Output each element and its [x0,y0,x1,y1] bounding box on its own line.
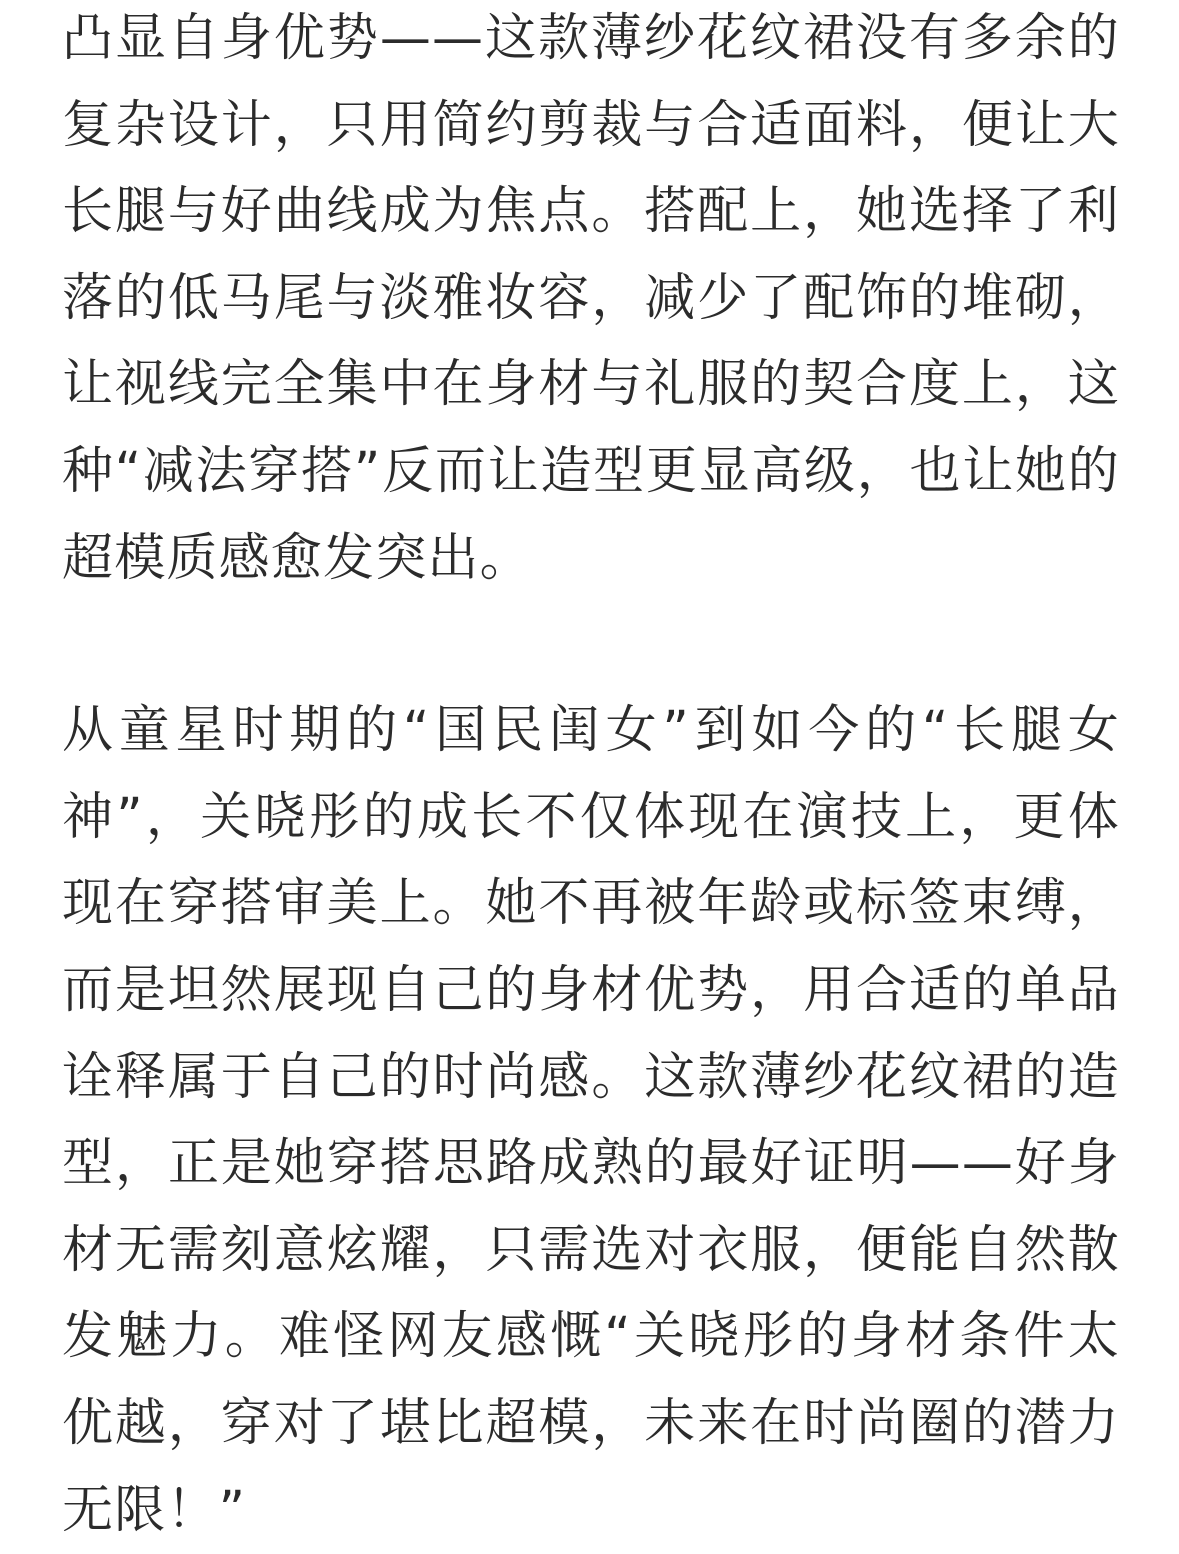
article-body [62,0,1120,1554]
paragraph-1: 凸显自身优势——这款薄纱花纹裙没有多余的复杂设计，只用简约剪裁与合适面料，便让大长腿与好曲线成为焦点。搭配上，她选择了利落的低马尾与淡雅妆容，减少了配饰的堆砌，让视线完全集中在身材与礼服的契合度上，这种“减法穿搭”反而让造型更显高级，也让她的超模质感愈发突出。 [62,9,1120,588]
paragraph-2: 从童星时期的“国民闺女”到如今的“长腿女神”，关晓彤的成长不仅体现在演技上，更体现在穿搭审美上。她不再被年龄或标签束缚，而是坦然展现自己的身材优势，用合适的单品诠释属于自己的时尚感。这款薄纱花纹裙的造型，正是她穿搭思路成熟的最好证明——好身材无需刻意炫耀，只需选对衣服，便能自然散发魅力。难怪网友感慨“关晓彤的身材条件太优越，穿对了堪比超模，未来在时尚圈的潜力无限！” [62,701,1120,1540]
